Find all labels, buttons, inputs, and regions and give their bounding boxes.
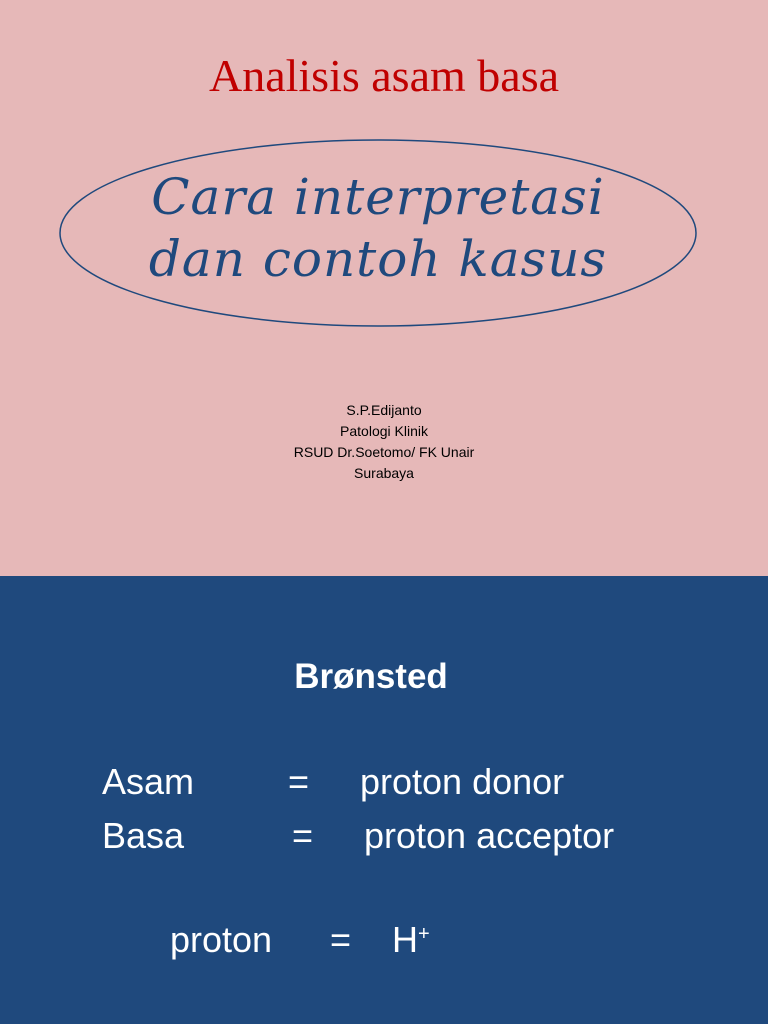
definition-term: Asam [102, 761, 195, 802]
hydrogen-ion [392, 918, 430, 962]
hydrogen-symbol: H [392, 919, 418, 960]
equals-sign: = [288, 761, 310, 802]
bronsted-heading: Brønsted [294, 657, 448, 696]
slide-subtitle [58, 166, 698, 290]
author-department: Patologi Klinik [340, 423, 428, 439]
subtitle-line-1: Cara interpretasi [151, 168, 605, 226]
definition-value: proton acceptor [364, 815, 615, 856]
positive-charge: + [418, 923, 430, 945]
equals-sign: = [330, 919, 352, 960]
subtitle-ellipse [58, 138, 698, 328]
definition-term: Basa [102, 815, 185, 856]
slide-title: Analisis asam basa [208, 50, 560, 101]
author-name: S.P.Edijanto [346, 402, 422, 418]
author-city: Surabaya [354, 465, 414, 481]
author-info [0, 400, 768, 484]
author-institution: RSUD Dr.Soetomo/ FK Unair [293, 444, 475, 460]
definition-value: proton donor [360, 761, 565, 802]
proton-term: proton [170, 919, 273, 960]
equals-sign: = [292, 815, 314, 856]
subtitle-line-2: dan contoh kasus [148, 230, 608, 288]
